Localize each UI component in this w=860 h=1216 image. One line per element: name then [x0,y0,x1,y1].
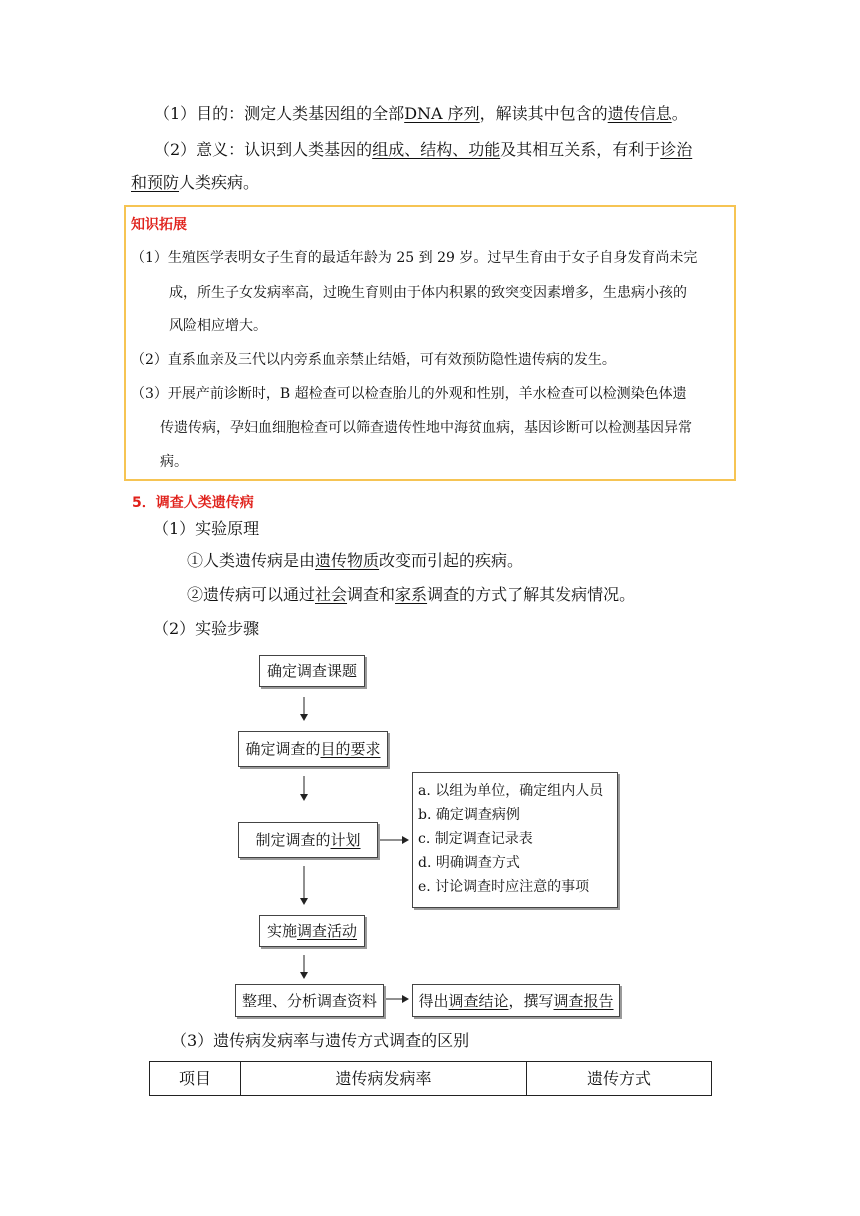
knowledge-item-3-line-2: 传遗传病，孕妇血细胞检查可以筛查遗传性地中海贫血病，基因诊断可以检测基因异常 [160,420,692,436]
conclusion-text: 得出 [418,991,449,1010]
section-5-title: 5．调查人类遗传病 [132,495,254,511]
composition-term: 组成、结构、功能 [372,140,501,159]
plan-item-a: a. 以组为单位，确定组内人员 [418,783,604,799]
purpose-text-3: 。 [671,104,688,123]
plan-item-d: d. 明确调查方式 [418,855,520,871]
header-inheritance: 遗传方式 [527,1062,712,1096]
principle-1-text: ①人类遗传病是由 [187,551,316,570]
principle-1-text-2: 改变而引起的疾病。 [379,551,524,570]
genetic-material-term: 遗传物质 [315,551,380,570]
society-term: 社会 [315,585,348,604]
comparison-table [149,1061,712,1096]
principle-2-text-3: 调查的方式了解其发病情况。 [427,585,636,604]
plan-item-e: e. 讨论调查时应注意的事项 [418,879,590,895]
purpose-text-2: ，解读其中包含的 [479,104,608,123]
step-analyze-data: 整理、分析调查资料 [235,984,384,1017]
dna-sequence-term: DNA 序列 [404,104,480,123]
knowledge-item-1-line-3: 风险相应增大。 [169,318,267,334]
step-implement-text: 实施 [266,922,297,940]
purpose-text: （1）目的：测定人类基因组的全部 [154,104,405,123]
steps-heading: （2）实验步骤 [153,619,260,638]
comparison-heading: （3）遗传病发病率与遗传方式调查的区别 [171,1031,470,1050]
principle-2-text: ②遗传病可以通过 [187,585,316,604]
knowledge-item-3-line-1: （3）开展产前诊断时，B 超检查可以检查胎儿的外观和性别，羊水检查可以检测染色体遗 [131,386,687,402]
step-conclusion-report [412,984,620,1017]
knowledge-item-2: （2）直系血亲及三代以内旁系血亲禁止结婚，可有效预防隐性遗传病的发生。 [131,352,616,368]
principle-2-text-2: 调查和 [347,585,396,604]
table-header-row [150,1062,712,1096]
survey-report-term: 调查报告 [553,991,614,1010]
plan-term: 计划 [330,831,361,849]
principle-heading: （1）实验原理 [153,519,260,538]
step-implement [259,915,365,947]
step-make-plan [238,822,378,858]
genetic-info-term: 遗传信息 [607,104,672,123]
header-item: 项目 [150,1062,241,1096]
survey-activity-term: 调查活动 [297,922,358,940]
plan-item-b: b. 确定调查病例 [418,807,520,823]
plan-details-box [412,772,618,908]
survey-conclusion-term: 调查结论 [448,991,509,1010]
purpose-requirement-term: 目的要求 [320,740,381,758]
header-incidence: 遗传病发病率 [241,1062,527,1096]
significance-text-2: 及其相互关系，有利于 [500,140,661,159]
prevention-term: 和预防 [131,173,180,192]
step-confirm-purpose [238,731,388,767]
family-term: 家系 [395,585,428,604]
step-purpose-text: 确定调查的 [245,740,321,758]
step-plan-text: 制定调查的 [255,831,331,849]
conclusion-text-2: ，撰写 [508,991,554,1010]
step-confirm-topic: 确定调查课题 [259,655,365,687]
knowledge-item-1-line-2: 成，所生子女发病率高，过晚生育则由于体内积累的致突变因素增多，生患病小孩的 [169,285,687,301]
knowledge-item-3-line-3: 病。 [160,454,188,470]
knowledge-title: 知识拓展 [131,217,187,233]
diagnosis-term: 诊治 [660,140,693,159]
significance-text: （2）意义：认识到人类基因的 [154,140,373,159]
plan-item-c: c. 制定调查记录表 [418,831,533,847]
significance-text-3: 人类疾病。 [179,173,260,192]
knowledge-item-1-line-1: （1）生殖医学表明女子生育的最适年龄为 25 到 29 岁。过早生育由于女子自身发育尚未完 [131,250,698,266]
